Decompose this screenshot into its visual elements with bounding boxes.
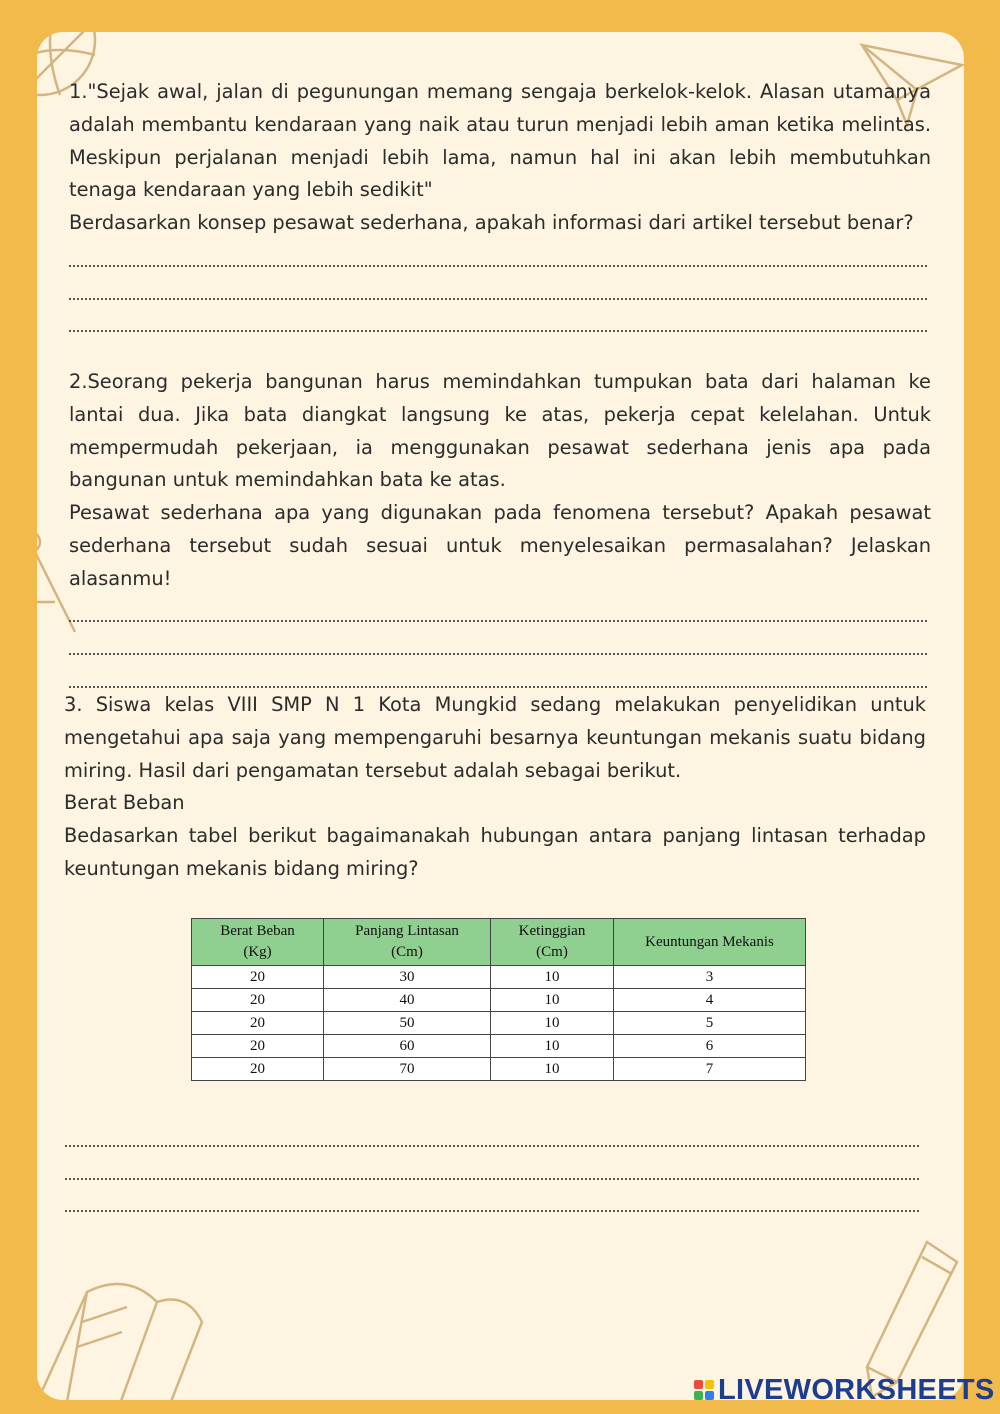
- table-cell: 7: [614, 1058, 806, 1081]
- question-3-text: 3. Siswa kelas VIII SMP N 1 Kota Mungkid sedang melakukan penyelidikan untuk mengetahui apa saja yang mempengaruhi besarnya keuntungan mekanis suatu bidang miring. Hasil dari pengamatan tersebut adalah sebagai berikut.: [64, 693, 926, 782]
- table-cell: 70: [324, 1058, 491, 1081]
- liveworksheets-mark-icon: [694, 1380, 714, 1400]
- table-cell: 20: [192, 966, 324, 989]
- question-2-prompt: Pesawat sederhana apa yang digunakan pada fenomena tersebut? Apakah pesawat sederhana tersebut sudah sesuai untuk menyelesaikan permasalahan? Jelaskan alasanmu!: [69, 501, 931, 590]
- question-3-answer-lines: [65, 1120, 923, 1218]
- table-row: [192, 1035, 806, 1058]
- answer-line-3c[interactable]: [65, 1186, 923, 1219]
- table-header-cell: Keuntungan Mekanis: [614, 919, 806, 966]
- table-cell: 60: [324, 1035, 491, 1058]
- table-cell: 4: [614, 989, 806, 1012]
- question-1-prompt: Berdasarkan konsep pesawat sederhana, apakah informasi dari artikel tersebut benar?: [69, 211, 914, 235]
- table-header-row: [192, 919, 806, 966]
- worksheet-page: [37, 32, 964, 1400]
- table-header-cell: Panjang Lintasan (Cm): [324, 919, 491, 966]
- table-cell: 20: [192, 1035, 324, 1058]
- table-header-cell: Ketinggian (Cm): [491, 919, 614, 966]
- brand-name: LIVEWORKSHEETS: [718, 1373, 995, 1406]
- answer-line-1b[interactable]: [69, 273, 931, 306]
- table-cell: 10: [491, 1058, 614, 1081]
- answer-line-3b[interactable]: [65, 1153, 923, 1186]
- book-doodle-icon: [37, 1262, 207, 1400]
- question-1: [69, 76, 931, 338]
- table-cell: 50: [324, 1012, 491, 1035]
- answer-line-1a[interactable]: [69, 240, 931, 273]
- table-cell: 10: [491, 989, 614, 1012]
- answer-line-1c[interactable]: [69, 306, 931, 339]
- table-cell: 20: [192, 989, 324, 1012]
- data-table: [191, 918, 806, 1081]
- question-2: [69, 366, 931, 694]
- table-row: [192, 1058, 806, 1081]
- liveworksheets-logo[interactable]: [694, 1374, 995, 1406]
- table-row: [192, 989, 806, 1012]
- table-cell: 20: [192, 1058, 324, 1081]
- table-row: [192, 1012, 806, 1035]
- table-cell: 5: [614, 1012, 806, 1035]
- answer-line-3a[interactable]: [65, 1120, 923, 1153]
- table-cell: 10: [491, 1035, 614, 1058]
- question-3: [64, 689, 926, 886]
- answer-line-2a[interactable]: [69, 596, 931, 629]
- table-cell: 10: [491, 1012, 614, 1035]
- table-cell: 3: [614, 966, 806, 989]
- question-3-subheading: Berat Beban: [64, 791, 185, 815]
- table-cell: 6: [614, 1035, 806, 1058]
- table-cell: 40: [324, 989, 491, 1012]
- table-cell: 10: [491, 966, 614, 989]
- table-cell: 20: [192, 1012, 324, 1035]
- answer-line-2b[interactable]: [69, 628, 931, 661]
- table-header-cell: Berat Beban (Kg): [192, 919, 324, 966]
- question-3-prompt: Bedasarkan tabel berikut bagaimanakah hubungan antara panjang lintasan terhadap keuntungan mekanis bidang miring?: [64, 824, 926, 880]
- question-2-text: 2.Seorang pekerja bangunan harus memindahkan tumpukan bata dari halaman ke lantai dua. Jika bata diangkat langsung ke atas, pekerja cepat kelelahan. Untuk mempermudah pekerjaan, ia menggunakan pesawat sederhana jenis apa pada bangunan untuk memindahkan bata ke atas.: [69, 370, 931, 492]
- table-cell: 30: [324, 966, 491, 989]
- question-1-quote: 1."Sejak awal, jalan di pegunungan memang sengaja berkelok-kelok. Alasan utamanya adalah membantu kendaraan yang naik atau turun menjadi lebih aman ketika melintas. Meskipun perjalanan menjadi lebih lama, namun hal ini akan lebih membutuhkan tenaga kendaraan yang lebih sedikit": [69, 80, 931, 202]
- table-row: [192, 966, 806, 989]
